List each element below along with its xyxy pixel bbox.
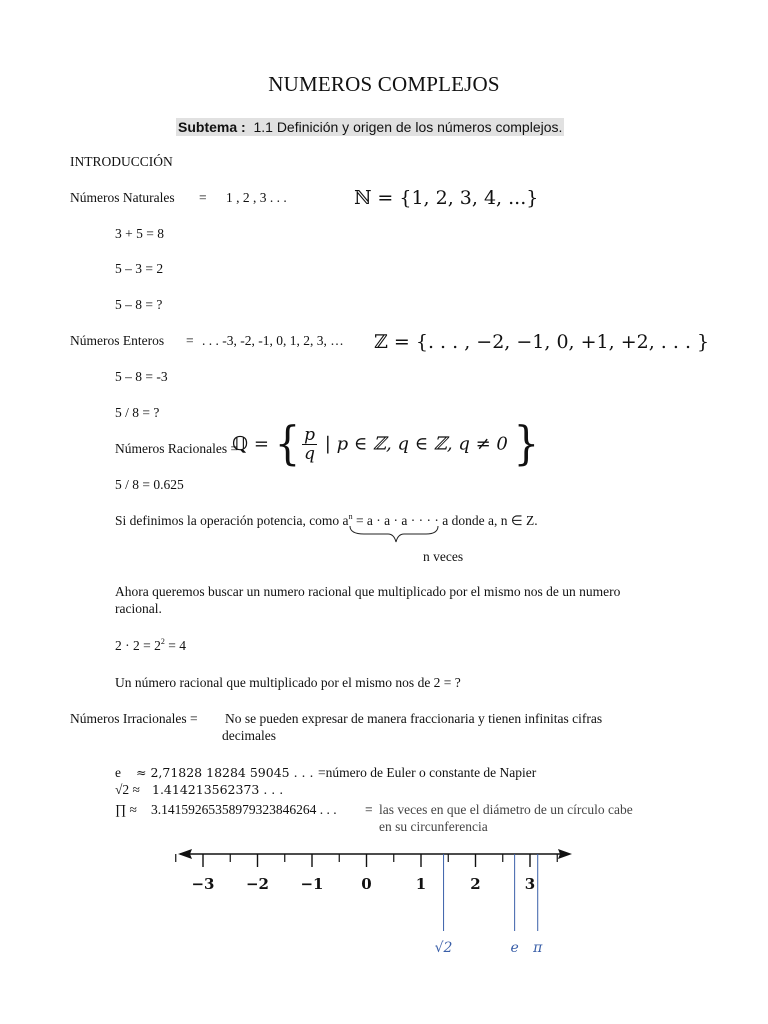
marker-label: π [533,940,543,956]
ahora-line-2: racional. [115,601,162,616]
ahora-line-1: Ahora queremos buscar un numero racional que multiplicado por el mismo nos de un numero [115,584,621,599]
marker-label: e [510,940,519,956]
right-brace: } [513,417,540,471]
naturales-list: 1 , 2 , 3 . . . [226,190,287,205]
racionales-result: 5 / 8 = 0.625 [115,477,184,492]
naturales-example-2: 5 – 3 = 2 [115,261,164,276]
pi-value: 3.14159265358979323846264 . . . [151,802,337,817]
pi-eq: = [365,802,373,817]
subtema-heading [176,118,564,136]
tick-label: 1 [415,875,427,893]
intro-heading: INTRODUCCIÓN [70,154,173,169]
irracionales-desc-1: No se pueden expresar de manera fraccionaria y tienen infinitas cifras [225,711,603,726]
enteros-example-1: 5 – 8 = -3 [115,369,168,384]
fraction-denominator: q [304,443,316,464]
naturales-label: Números Naturales [70,190,175,205]
left-brace: { [274,417,301,471]
e-value: ≈ 2,71828 18284 59045 . . . [136,765,314,780]
naturales-example-3: 5 – 8 = ? [115,297,163,312]
tick-label: 3 [524,875,536,893]
enteros-label: Números Enteros [70,333,165,348]
right-arrow-icon [558,849,572,859]
ahora-eq-suffix: = 4 [164,638,186,653]
potencia-prefix: Si definimos la operación potencia, como a [115,513,349,528]
subtema-label: Subtema : [178,119,246,135]
enteros-list: . . . -3, -2, -1, 0, 1, 2, 3, … [202,333,344,348]
tick-label: 2 [470,875,481,893]
rationals-symbol: ℚ [232,433,249,455]
number-line [170,838,580,962]
racionales-condition: | p ∈ ℤ, q ∈ ℤ, q ≠ 0 [324,433,508,455]
racionales-set-formula [232,417,540,471]
racionales-label: Números Racionales = [115,441,239,456]
ahora-eq-prefix: 2 · 2 = 2 [115,638,161,653]
enteros-eq: = [186,333,194,348]
pi-description-2: en su circunferencia [379,819,488,834]
naturales-example-1: 3 + 5 = 8 [115,226,164,241]
enteros-example-2: 5 / 8 = ? [115,405,160,420]
potencia-definition [115,512,538,530]
naturales-eq: = [199,190,207,205]
subtema-text: 1.1 Definición y origen de los números complejos. [253,119,563,135]
tick-label: −2 [245,875,270,893]
naturales-set-formula: ℕ = {1, 2, 3, 4, ...} [354,187,539,209]
tick-label: −3 [191,875,215,893]
marker-label: √2 [434,940,453,956]
e-description: =número de Euler o constante de Napier [318,765,537,780]
tick-label: −1 [300,875,324,893]
underbrace [346,524,442,550]
sqrt2-value: 1.414213562373 . . . [152,782,284,797]
left-arrow-icon [178,849,192,859]
potencia-middle: = a · a · a · · · · a donde a, n ∈ Z. [352,513,538,528]
potencia-exponent: n [348,512,353,521]
ahora-question: Un número racional que multiplicado por el mismo nos de 2 = ? [115,675,461,690]
n-veces-label: n veces [423,549,464,564]
irracionales-label: Números Irracionales = [70,711,198,726]
ahora-equation [115,637,186,655]
fraction-numerator: p [304,424,316,445]
ahora-eq-exponent: 2 [160,637,165,646]
e-symbol: e [115,765,121,780]
pi-description-1: las veces en que el diámetro de un círculo cabe [379,802,633,817]
pi-symbol: ∏ ≈ [115,802,137,817]
irracionales-desc-2: decimales [222,728,276,743]
racionales-formula-eq: = [253,433,269,455]
tick-label: 0 [361,875,372,893]
enteros-set-formula: ℤ = {. . . , −2, −1, 0, +1, +2, . . . } [374,331,710,353]
page-title: NUMEROS COMPLEJOS [268,72,500,96]
sqrt2-symbol: √2 ≈ [115,782,140,797]
p-over-q-fraction [302,426,317,463]
